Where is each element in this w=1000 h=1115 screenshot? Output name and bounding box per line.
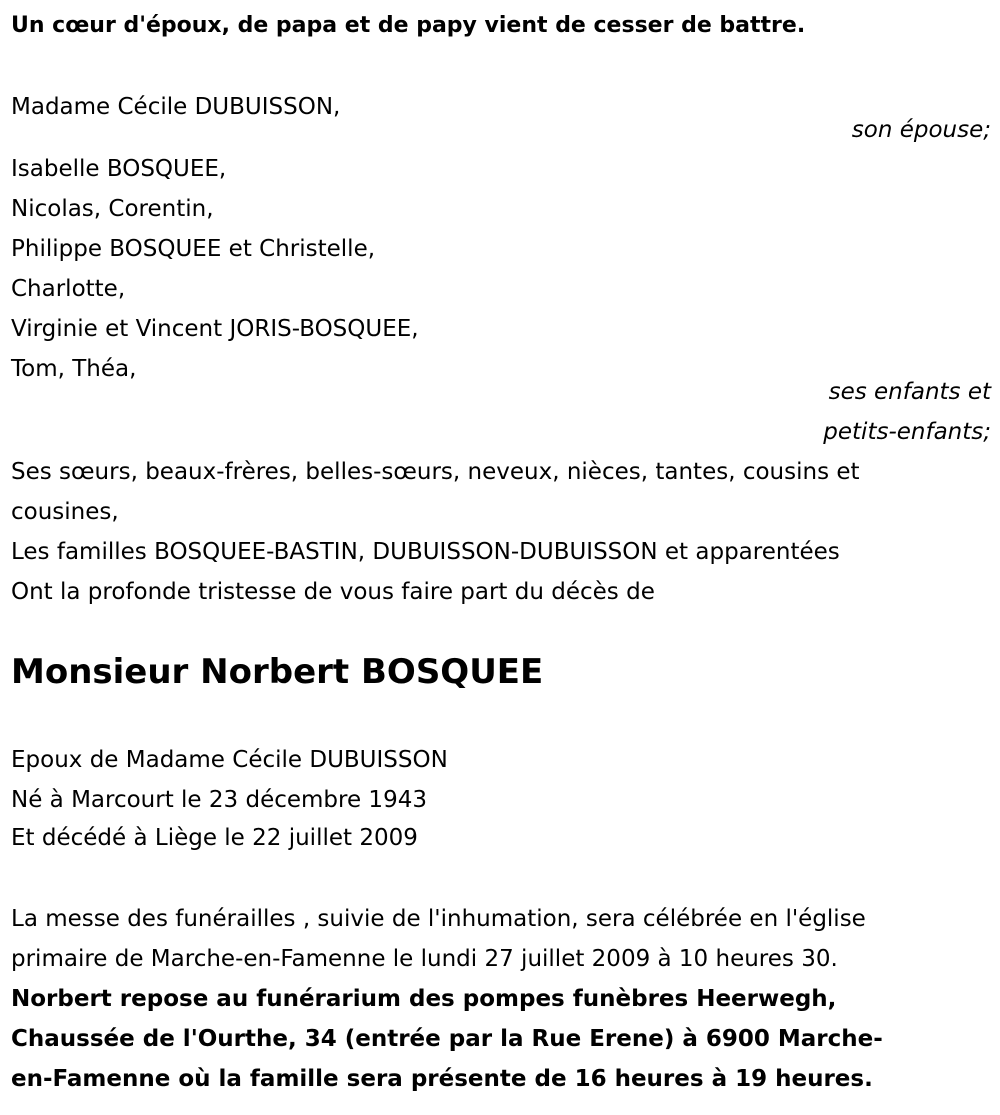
spouse-role: son épouse; — [851, 117, 991, 143]
announcement-line: Ont la profonde tristesse de vous faire part du décès de — [11, 579, 655, 605]
spouse-of-line: Epoux de Madame Cécile DUBUISSON — [11, 747, 448, 773]
viewing-line: Norbert repose au funérarium des pompes funèbres Heerwegh, — [11, 986, 837, 1012]
ceremony-line: La messe des funérailles , suivie de l'inhumation, sera célébrée en l'église — [11, 906, 866, 932]
relatives-line: Ses sœurs, beaux-frères, belles-sœurs, neveux, nièces, tantes, cousins et — [11, 459, 860, 485]
viewing-line: en-Famenne où la famille sera présente de 16 heures à 19 heures. — [11, 1066, 873, 1092]
death-line: Et décédé à Liège le 22 juillet 2009 — [11, 825, 418, 851]
child-line: Philippe BOSQUEE et Christelle, — [11, 236, 376, 262]
children-role: petits-enfants; — [823, 419, 991, 445]
relatives-line: cousines, — [11, 499, 119, 525]
ceremony-line: primaire de Marche-en-Famenne le lundi 27 juillet 2009 à 10 heures 30. — [11, 946, 838, 972]
viewing-line: Chaussée de l'Ourthe, 34 (entrée par la Rue Erene) à 6900 Marche- — [11, 1026, 883, 1052]
spouse-name: Madame Cécile DUBUISSON, — [11, 94, 341, 120]
child-line: Charlotte, — [11, 276, 126, 302]
families-line: Les familles BOSQUEE-BASTIN, DUBUISSON-DUBUISSON et apparentées — [11, 539, 840, 565]
child-line: Isabelle BOSQUEE, — [11, 156, 227, 182]
child-line: Nicolas, Corentin, — [11, 196, 214, 222]
child-line: Tom, Théa, — [11, 356, 137, 382]
child-line: Virginie et Vincent JORIS-BOSQUEE, — [11, 316, 419, 342]
headline: Un cœur d'époux, de papa et de papy vient de cesser de battre. — [11, 13, 806, 38]
birth-line: Né à Marcourt le 23 décembre 1943 — [11, 787, 427, 813]
deceased-name: Monsieur Norbert BOSQUEE — [11, 652, 544, 692]
children-role: ses enfants et — [828, 379, 991, 405]
